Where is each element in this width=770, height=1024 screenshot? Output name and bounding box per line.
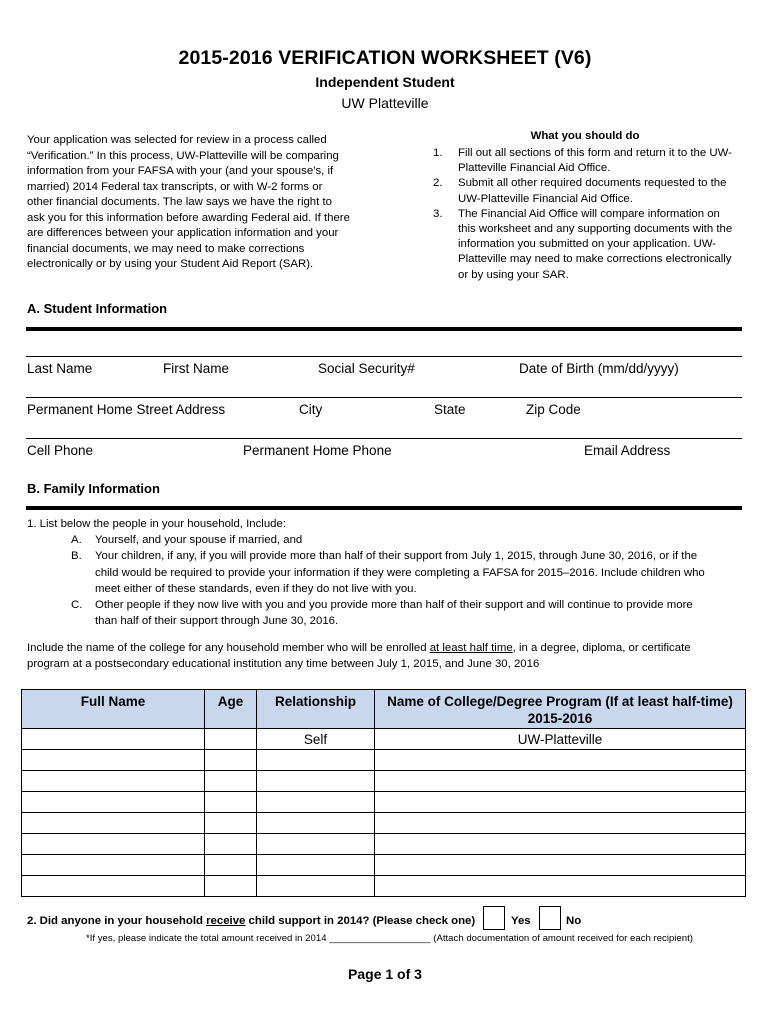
no-checkbox[interactable] [539,906,561,930]
cell-college[interactable] [375,813,746,834]
state-label: State [434,402,466,417]
cell-college[interactable] [375,876,746,897]
table-header-row [22,690,746,729]
college-instructions [27,640,742,672]
table-row [22,792,746,813]
first-name-label: First Name [163,361,230,376]
zip-label: Zip Code [526,402,581,417]
cell-age[interactable] [205,813,257,834]
city-label: City [299,402,323,417]
cell-age[interactable] [205,792,257,813]
list-number: 2. [433,177,443,190]
list-item [433,176,748,206]
cell-college[interactable] [375,750,746,771]
header-relationship: Relationship [257,690,375,729]
field-line [26,438,742,439]
header-college-line: Name of College/Degree Program (If at least half-time) [387,694,733,709]
list-text: Your children, if any, if you will provide more than half of their support from July 1, 2015, through June 30, 2016, or if the [95,550,698,563]
list-text: Fill out all sections of this form and return it to the UW- [458,147,732,159]
section-a-rule [26,327,742,331]
question-2 [27,915,475,927]
last-name-label: Last Name [27,361,93,376]
address-label: Permanent Home Street Address [27,402,226,417]
household-instructions [27,516,747,629]
header-full-name: Full Name [22,690,205,729]
cell-relationship[interactable]: Self [257,729,375,750]
list-text: information you submitted on your application. UW- [458,238,717,251]
table-row [22,813,746,834]
intro-line: are differences between your application information and your [27,227,339,239]
cell-name[interactable] [22,834,205,855]
list-number: 3. [433,207,443,220]
question-text: child support in 2014? (Please check one) [245,915,476,927]
cell-relationship[interactable] [257,813,375,834]
question-text: 2. Did anyone in your household [27,915,207,927]
no-label: No [566,915,582,927]
cell-name[interactable] [22,792,205,813]
list-text: than half of their support through June 30, 2016. [95,615,339,628]
table-row [22,855,746,876]
table-row [22,771,746,792]
list-text: UW-Platteville Financial Aid Office. [458,192,633,205]
section-a-heading: A. Student Information [27,301,168,316]
page-number: Page 1 of 3 [348,966,422,982]
intro-line: electronically or by using your Student Aid Report (SAR). [27,258,314,270]
list-text: Platteville may need to make corrections electronically [458,253,732,266]
page-title: 2015-2016 VERIFICATION WORKSHEET (V6) [178,47,592,69]
cell-name[interactable] [22,729,205,750]
question-emphasis: receive [206,915,246,927]
instruction-text: , in a degree, diploma, or certificate [512,642,691,654]
cell-name[interactable] [22,813,205,834]
intro-line: other financial documents. The law says we have the right to [27,196,332,208]
cell-relationship[interactable] [257,771,375,792]
question-1 [27,516,747,532]
cell-relationship[interactable] [257,750,375,771]
what-to-do-list [433,146,748,283]
cell-age[interactable] [205,855,257,876]
list-text: meet either of these standards, even if they do not live with you. [95,582,417,595]
intro-line: ask you for this information before awarding Federal aid. If there [27,211,350,224]
table-row [22,729,746,750]
cell-phone-label: Cell Phone [27,443,94,458]
intro-line: “Verification.” In this process, UW-Platteville will be comparing [27,149,339,162]
list-item [433,146,748,176]
yes-label: Yes [511,915,531,927]
cell-college[interactable] [375,834,746,855]
list-item [71,532,747,548]
instruction-text: Include the name of the college for any household member who will be enrolled [27,642,430,654]
cell-age[interactable] [205,771,257,792]
list-marker: A. [71,534,82,547]
list-item [71,597,747,629]
list-text: this worksheet and any supporting documents with the [458,223,733,236]
intro-line: information from your FAFSA with your (and your spouse’s, if [27,165,334,177]
cell-relationship[interactable] [257,876,375,897]
list-text: Other people if they now live with you and you provide more than half of their support and will continue to provide more [95,599,693,612]
cell-college[interactable]: UW-Platteville [375,729,746,750]
intro-line: Your application was selected for review in a process called [27,134,327,146]
instruction-text: program at a postsecondary educational institution any time between July 1, 2015, and June 30, 2016 [27,658,540,671]
list-item [71,548,747,597]
intro-line: married) 2014 Federal tax transcripts, or with W-2 forms or [27,180,323,193]
cell-college[interactable] [375,771,746,792]
cell-age[interactable] [205,729,257,750]
yes-checkbox[interactable] [483,906,505,930]
section-b-heading: B. Family Information [27,481,160,496]
list-text: The Financial Aid Office will compare information on [458,207,720,220]
cell-relationship[interactable] [257,792,375,813]
note-text: *If yes, please indicate the total amount received in 2014 [86,933,330,944]
cell-age[interactable] [205,876,257,897]
field-line [26,356,742,357]
list-text: Platteville Financial Aid Office. [458,162,611,175]
cell-relationship[interactable] [257,834,375,855]
school-name: UW Platteville [341,95,429,111]
question-text: . List below the people in your household, Include: [33,518,287,530]
amount-blank[interactable]: ___________________ [329,933,431,944]
email-label: Email Address [584,443,671,458]
intro-line: financial documents, we may need to make corrections [27,242,305,255]
field-line [26,397,742,398]
what-to-do-heading: What you should do [530,130,640,142]
note-text: (Attach documentation of amount received for each recipient) [430,933,693,944]
section-b-rule [26,506,742,510]
list-number: 1. [433,147,443,159]
dob-label: Date of Birth (mm/dd/yyyy) [519,361,679,376]
list-marker: B. [71,550,82,563]
cell-college[interactable] [375,855,746,876]
cell-name[interactable] [22,750,205,771]
cell-college[interactable] [375,792,746,813]
list-text: child would be required to provide your information if they were completing a FAFSA for 2015–2016. Include children who [95,566,705,579]
list-marker: C. [71,599,83,612]
household-table [21,689,746,897]
home-phone-label: Permanent Home Phone [243,443,392,458]
child-support-note [86,933,693,944]
header-age: Age [205,690,257,729]
list-item [433,207,748,283]
cell-name[interactable] [22,771,205,792]
table-row [22,876,746,897]
header-college [375,690,746,729]
cell-name[interactable] [22,855,205,876]
table-row [22,750,746,771]
cell-relationship[interactable] [257,855,375,876]
intro-paragraph [27,133,372,273]
cell-age[interactable] [205,750,257,771]
page-subtitle: Independent Student [315,74,455,90]
header-college-year: 2015-2016 [527,711,593,726]
instruction-emphasis: at least half time [429,642,513,654]
table-row [22,834,746,855]
list-text: Yourself, and your spouse if married, and [95,534,303,547]
cell-name[interactable] [22,876,205,897]
cell-age[interactable] [205,834,257,855]
list-text: Submit all other required documents requested to the [458,177,727,190]
question-number: 1 [27,518,34,530]
ssn-label: Social Security# [318,361,415,376]
list-text: or by using your SAR. [458,268,569,281]
